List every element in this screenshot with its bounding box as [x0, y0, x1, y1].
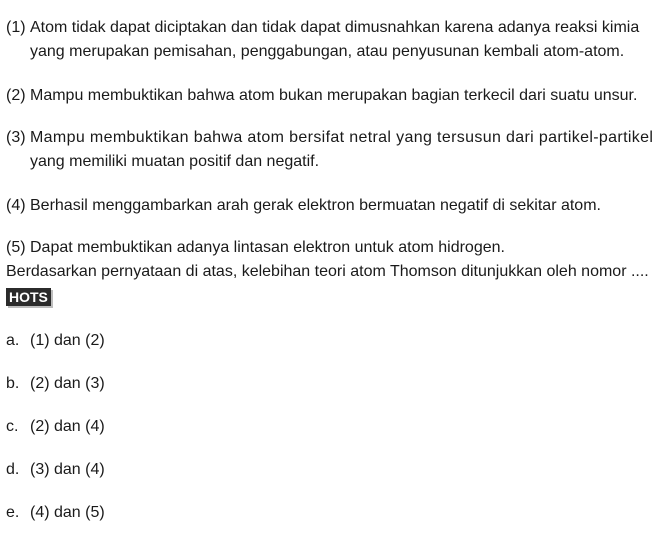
statement-text: Dapat membuktikan adanya lintasan elektron untuk atom hidrogen. [30, 239, 505, 256]
statement-number: (3) [6, 129, 26, 146]
statement-number: (4) [6, 197, 26, 214]
option-e[interactable] [6, 504, 105, 522]
option-a[interactable] [6, 332, 105, 350]
statement-2 [6, 87, 637, 105]
option-text: (4) dan (5) [30, 504, 105, 521]
statement-4 [6, 197, 601, 215]
statement-text: Mampu membuktikan bahwa atom bukan merupakan bagian terkecil dari suatu unsur. [30, 87, 638, 104]
option-text: (1) dan (2) [30, 332, 105, 349]
statement-1 [6, 19, 640, 60]
statement-5 [6, 239, 505, 257]
option-text: (2) dan (4) [30, 418, 105, 435]
question-text: Berdasarkan pernyataan di atas, kelebihan teori atom Thomson ditunjukkan oleh nomor .... [6, 263, 649, 280]
option-letter: a. [6, 332, 20, 349]
option-d[interactable] [6, 461, 105, 479]
statement-text: Mampu membuktikan bahwa atom bersifat netral yang tersusun dari partikel-partikel [30, 129, 654, 146]
option-letter: d. [6, 461, 20, 478]
option-b[interactable] [6, 375, 105, 393]
statement-text: Berhasil menggambarkan arah gerak elektron bermuatan negatif di sekitar atom. [30, 197, 601, 214]
hots-badge: HOTS [6, 288, 51, 306]
statement-3 [6, 129, 654, 170]
option-letter: b. [6, 375, 20, 392]
statement-number: (2) [6, 87, 26, 104]
statement-text: Atom tidak dapat diciptakan dan tidak dapat dimusnahkan karena adanya reaksi kimia [30, 19, 640, 36]
statement-text-continued: yang merupakan pemisahan, penggabungan, atau penyusunan kembali atom-atom. [30, 43, 625, 60]
statement-text-continued: yang memiliki muatan positif dan negatif. [30, 153, 320, 170]
statement-number: (1) [6, 19, 26, 36]
option-text: (3) dan (4) [30, 461, 105, 478]
option-text: (2) dan (3) [30, 375, 105, 392]
option-letter: e. [6, 504, 20, 521]
option-c[interactable] [6, 418, 105, 436]
option-letter: c. [6, 418, 19, 435]
statement-number: (5) [6, 239, 26, 256]
